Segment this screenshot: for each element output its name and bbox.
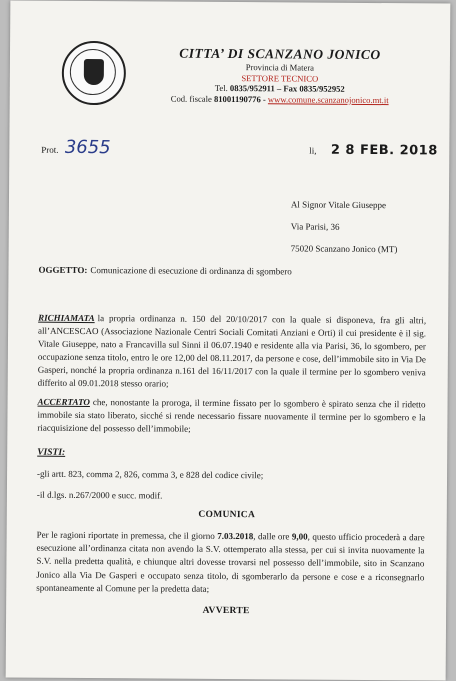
richiamata-text: la propria ordinanza n. 150 del 20/10/2017 con la quale si disponeva, fra gli altri, all’ANCESCAO (Associazione Nazionale Centri Sociali Comitati Anziani e Orti) il cui presidente è il sig. Vitale Giuseppe, nato a Francavilla sul Sinni il 06.07.1940 e residente alla via Parisi, 36, lo sgombero, per occupazione senza titolo, entro le ore 12,00 del 08.11.2017, da persone e cose, dell’immobile sito in Via De Gasperi, nonché la propria ordinanza n.161 del 16/11/2017 con la quale il termine per lo sgombero veniva differito al 09.01.2018 stesso orario;	[37, 313, 427, 389]
shield-icon	[84, 59, 104, 85]
subject-text: Comunicazione di esecuzione di ordinanza di sgombero	[90, 265, 292, 277]
visti-item-dlgs: -il d.lgs. n.267/2000 e succ. modif.	[36, 489, 163, 501]
comunica-text-2: , dalle ore	[253, 531, 290, 542]
richiamata-paragraph	[38, 312, 427, 393]
website-separator: -	[260, 93, 268, 104]
visti-heading: VISTI:	[37, 447, 66, 458]
execution-time: 9,00	[291, 531, 308, 542]
protocol	[41, 137, 110, 158]
richiamata-lead: RICHIAMATA	[38, 312, 95, 324]
contacts-value: 0835/952911 – Fax 0835/952952	[229, 83, 345, 94]
protocol-label: Prot.	[41, 144, 59, 155]
subject-label: OGGETTO:	[38, 264, 88, 276]
subject-line	[38, 265, 291, 277]
recipient-street: Via Parisi, 36	[290, 221, 340, 232]
comunica-paragraph	[36, 529, 424, 598]
date-stamp: 2 8 FEB. 2018	[330, 142, 438, 159]
recipient-name: Al Signor Vitale Giuseppe	[290, 199, 387, 211]
contacts-label: Tel.	[214, 82, 228, 93]
comunica-text-3: , questo ufficio procederà a dare esecuzione all’ordinanza citata non avendo la S.V. ottemperato alla stessa, per cui si invita nuovamente la S.V. nella predetta qualità, e chiunque altri dovesse trovarsi nel possesso dell’immobile, sito in Scanzano Jonico alla Via De Gasperi e occupato senza titolo, di sgomberarlo da persone e cose e a riconsegnarlo spontaneamente al Comune per la predetta data;	[36, 531, 425, 594]
tax-code-line	[160, 93, 400, 105]
avverte-heading: AVVERTE	[202, 605, 250, 617]
date-label: li,	[309, 145, 317, 156]
letterhead	[160, 46, 400, 106]
comunica-heading: COMUNICA	[198, 509, 256, 521]
accertato-lead: ACCERTATO	[37, 396, 90, 408]
tax-code-label: Cod. fiscale	[170, 93, 212, 104]
province-line: Provincia di Matera	[245, 62, 315, 73]
execution-date: 7.03.2018	[217, 530, 254, 542]
office-line: SETTORE TECNICO	[241, 72, 319, 84]
website-link[interactable]: www.comune.scanzanojonico.mt.it	[267, 93, 389, 105]
recipient-city: 75020 Scanzano Jonico (MT)	[290, 243, 398, 255]
recipient-address	[291, 193, 398, 260]
protocol-number: 3655	[64, 136, 111, 159]
date-line	[309, 143, 438, 159]
municipal-seal-logo	[62, 41, 126, 105]
visti-item-civil-code: -gli artt. 823, comma 2, 826, comma 3, e 828 del codice civile;	[37, 468, 264, 481]
tax-code-value: 81001190776	[213, 93, 261, 104]
letter-page	[6, 0, 451, 680]
comunica-text-1: Per le ragioni riportate in premessa, che il giorno	[36, 529, 215, 541]
municipality-title: CITTA’ DI SCANZANO JONICO	[179, 45, 381, 63]
accertato-text: che, nonostante la proroga, il termine fissato per lo sgombero è spirato senza che il ridetto immobile sia stato liberato, sicché si rende necessario fissare nuovamente il termine per lo sgombero e la riacquisizione del possesso dell’immobile;	[37, 397, 426, 434]
accertato-paragraph	[37, 396, 425, 438]
